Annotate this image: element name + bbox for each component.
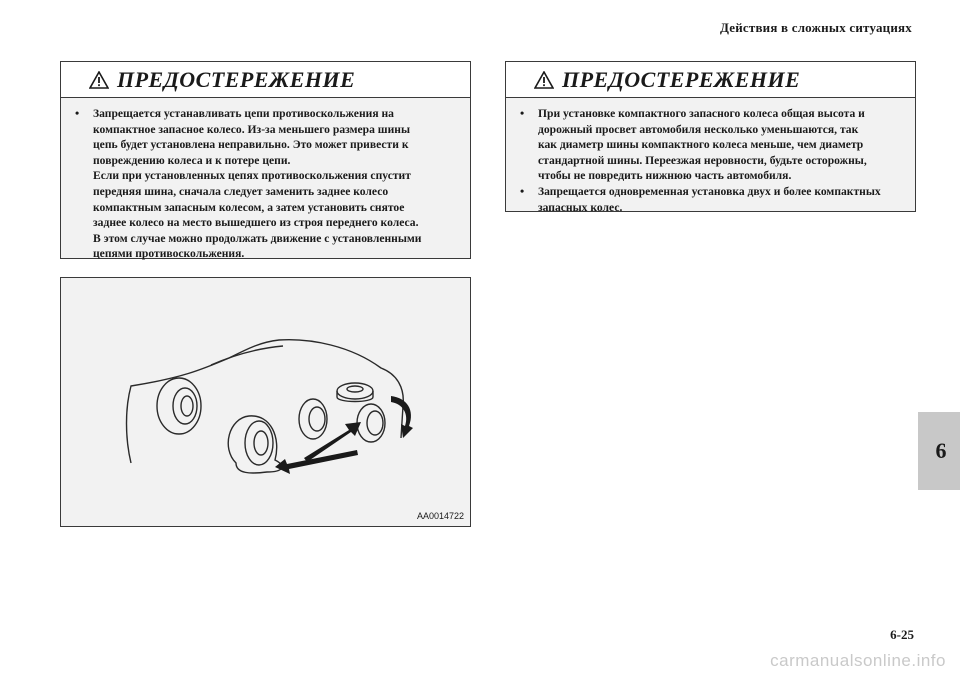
rear-wheel: [157, 378, 201, 434]
middle-wheel: [299, 399, 327, 439]
warning-bullet-item: [520, 184, 903, 215]
bullet-icon: •: [520, 183, 525, 198]
warning-bullet-item: [75, 106, 458, 262]
wheel-swap-illustration: [60, 277, 471, 527]
warning-text: При установке компактного запасного колеса общая высота и дорожный просвет автомобиля несколько уменьшаются, так как диаметр шины компактного колеса меньше, чем диаметр стандартной шины. Переезжая неровности, будьте осторожны, чтобы не повредить нижнюю часть автомобиля.: [538, 107, 867, 183]
page-number: 6-25: [890, 627, 914, 642]
warning-bullet-item: [520, 106, 903, 184]
warning-box-chains: [60, 61, 471, 259]
warning-body: [61, 98, 470, 270]
warning-body: [506, 98, 915, 223]
warning-triangle-icon: [89, 71, 109, 89]
warning-title: ПРЕДОСТЕРЕЖЕНИЕ: [562, 66, 801, 92]
figure-code: AA0014722: [416, 511, 464, 521]
bullet-icon: •: [75, 106, 80, 120]
warning-text: Запрещается одновременная установка двух и более компактных запасных колес.: [538, 184, 881, 214]
warning-triangle-icon: [534, 71, 554, 89]
bullet-icon: •: [520, 106, 525, 120]
warning-title: ПРЕДОСТЕРЕЖЕНИЕ: [117, 66, 356, 92]
watermark-text: carmanualsonline.info: [770, 651, 946, 670]
warning-box-header: [506, 62, 915, 98]
car-wheels-diagram: [61, 278, 469, 525]
warning-box-header: [61, 62, 470, 98]
chapter-tab: [918, 412, 960, 490]
page-header-title: Действия в сложных ситуациях: [719, 20, 912, 35]
front-wheel-installed: [357, 404, 385, 442]
chapter-number: 6: [935, 438, 947, 463]
warning-text: Запрещается устанавливать цепи противоскольжения на компактное запасное колесо. Из-за меньшего размера шины цепь будет установлена неправильно. Это может привести к повреждению колеса и к потере цепи. Если при установленных цепях противоскольжения спустит передняя шина, сначала следует заменить заднее колесо компактным запасным колесом, а затем установить снятое заднее колесо на место вышедшего из строя переднего колеса. В этом случае можно продолжать движение с установленными цепями противоскольжения.: [93, 107, 422, 261]
warning-box-compact-spare: [505, 61, 916, 212]
